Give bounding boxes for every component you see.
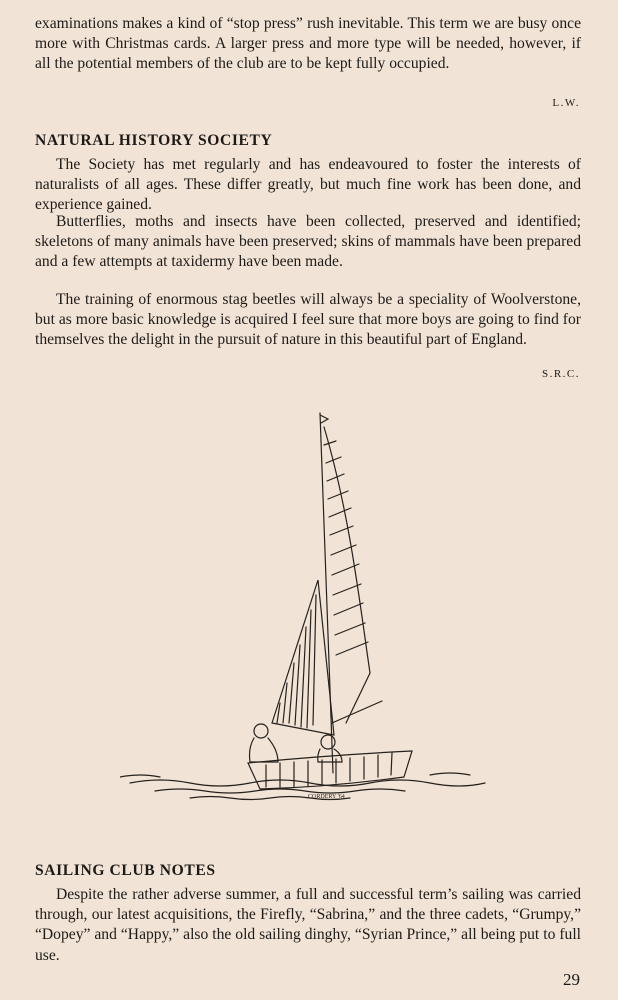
print-club-continuation: examinations makes a kind of “stop press” rush inevitable. This term we are busy once more with Christmas cards. A larger press and more type will be needed, however, if all the potential members of the club are to be kept fully occupied. <box>35 15 581 73</box>
page-number: 29 <box>563 970 580 989</box>
artist-signature: CORDERY '64 <box>308 794 345 800</box>
sailing-club-paragraph: Despite the rather adverse summer, a full and successful term’s sailing was carried through, our latest acquisitions, the Firefly, “Sabrina,” and the three cadets, “Grumpy,” “Dopey” and “Happy,” also the old sailing dinghy, “Syrian Prince,” all being put to full use. <box>35 886 581 964</box>
natural-history-paragraph-2: Butterflies, moths and insects have been collected, preserved and identified; skeletons of many animals have been preserved; skins of mammals have been prepared and a few attempts at taxidermy have been made. <box>35 213 581 271</box>
sailing-club-heading: SAILING CLUB NOTES <box>35 862 216 879</box>
natural-history-paragraph-1: The Society has met regularly and has endeavoured to foster the interests of naturalists of all ages. These differ greatly, but much fine work has been done, and experience gained. <box>35 156 581 214</box>
print-club-signature: L.W. <box>552 97 580 109</box>
natural-history-signature: S.R.C. <box>541 368 580 380</box>
natural-history-paragraph-3: The training of enormous stag beetles will always be a speciality of Woolverstone, but as more basic knowledge is acquired I feel sure that more boys are going to find for themselves the delight in the pursuit of nature in this beautiful part of England. <box>35 291 581 349</box>
sailboat-illustration <box>120 405 490 815</box>
natural-history-heading: NATURAL HISTORY SOCIETY <box>35 132 273 149</box>
